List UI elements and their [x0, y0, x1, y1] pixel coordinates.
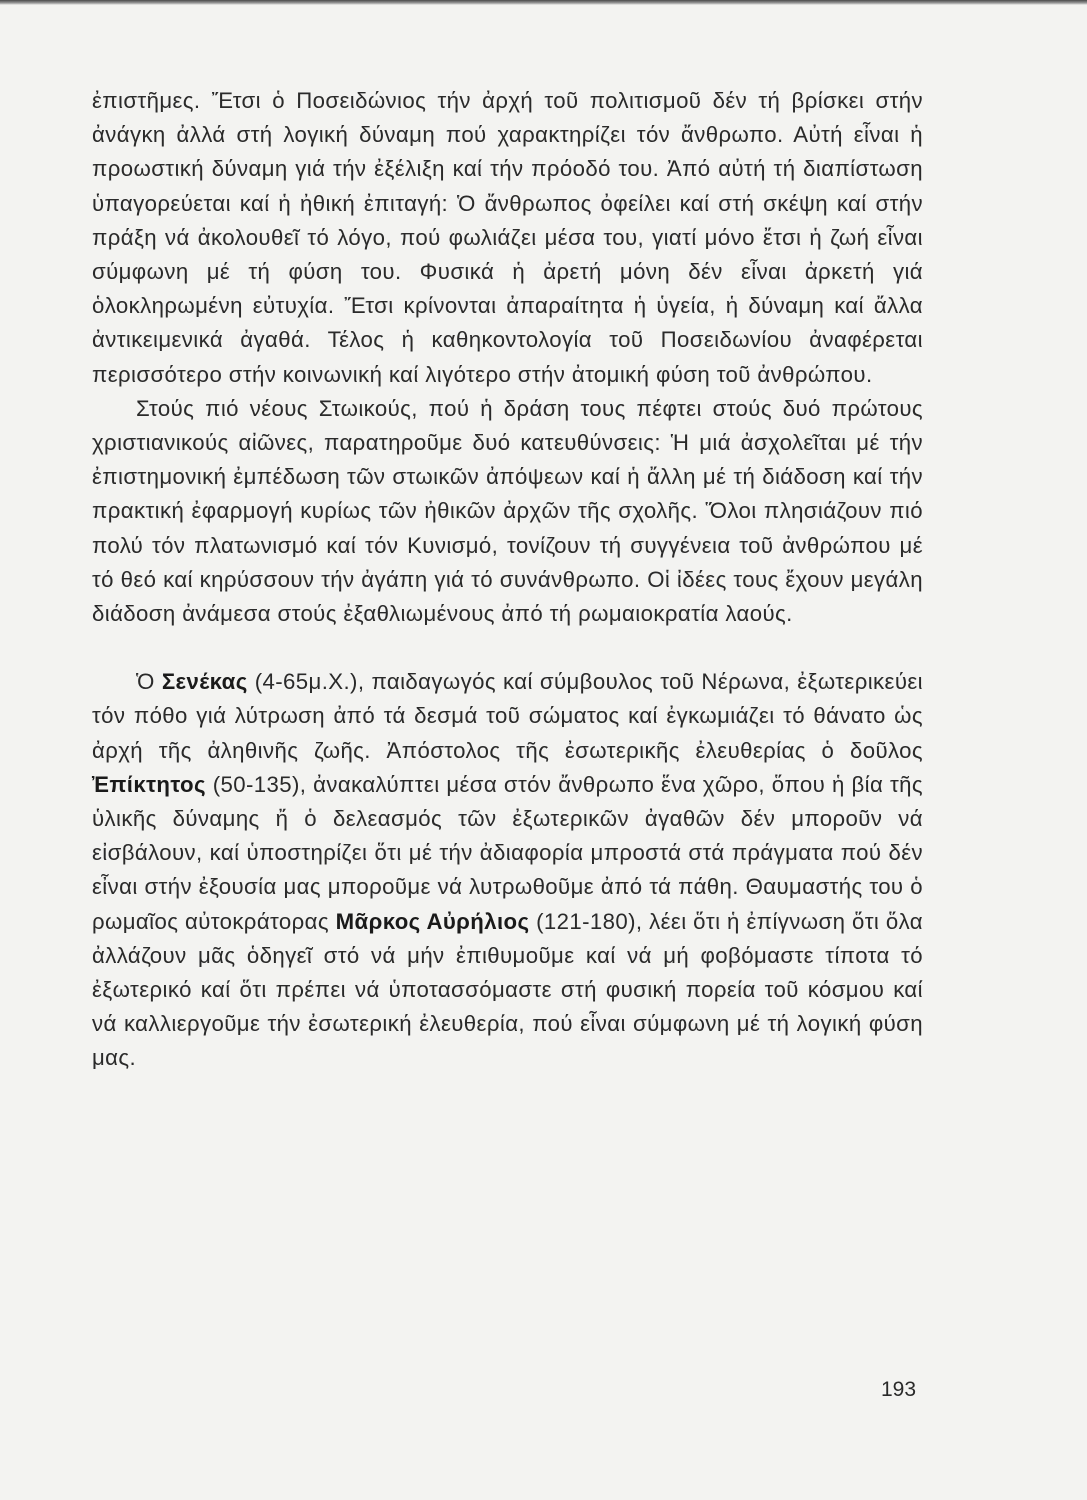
scan-edge	[0, 0, 1087, 5]
text-run: Ὁ	[136, 669, 162, 695]
page-number: 193	[881, 1378, 917, 1401]
paragraph-seneca-epictetus-marcus	[92, 665, 923, 1075]
paragraph-poseidonius: ἐπιστῆμες. Ἔτσι ὁ Ποσειδώνιος τήν ἀρχή τοῦ πολιτισμοῦ δέν τή βρίσκει στήν ἀνάγκη ἀλλά στή λογική δύναμη πού χαρακτηρίζει τόν ἄνθρωπο. Αὐτή εἶναι ἡ προωστική δύναμη γιά τήν ἐξέλιξη καί τήν πρόοδό του. Ἀπό αὐτή τή διαπίστωση ὑπαγορεύεται καί ἡ ἠθική ἐπιταγή: Ὁ ἄνθρωπος ὀφείλει καί στή σκέψη καί στήν πράξη νά ἀκολουθεῖ τό λόγο, πού φωλιάζει μέσα του, γιατί μόνο ἔτσι ἡ ζωή εἶναι σύμφωνη μέ τή φύση του. Φυσικά ἡ ἀρετή μόνη δέν εἶναι ἀρκετή γιά ὁλοκληρωμένη εὐτυχία. Ἔτσι κρίνονται ἀπαραίτητα ἡ ὑγεία, ἡ δύναμη καί ἄλλα ἀντικειμενικά ἀγαθά. Τέλος ἡ καθηκοντολογία τοῦ Ποσειδωνίου ἀναφέρεται περισσότερο στήν κοινωνική καί λιγότερο στήν ἀτομική φύση τοῦ ἀνθρώπου.	[92, 88, 923, 387]
name-epictetus: Ἐπίκτητος	[92, 771, 206, 797]
page-body	[92, 84, 923, 1076]
text-run: (50-135), ἀνακαλύπτει μέσα στόν ἄνθρωπο ἕνα χῶρο, ὅπου ἡ βία τῆς ὑλικῆς δύναμης ἤ ὁ δελεασμός τῶν ἐξωτερικῶν ἀγαθῶν δέν μποροῦν νά εἰσβάλουν, καί ὑποστηρίζει ὅτι μέ τήν ἀδιαφορία μπροστά στά πράγματα πού δέν εἶναι στήν ἐξουσία μας μποροῦμε νά λυτρωθοῦμε ἀπό τά πάθη. Θαυμαστής του ὁ ρωμαῖος αὐτοκράτορας	[92, 771, 923, 934]
paragraph-later-stoics: Στούς πιό νέους Στωικούς, πού ἡ δράση τους πέφτει στούς δυό πρώτους χριστιανικούς αἰῶνες, παρατηροῦμε δυό κατευθύνσεις: Ἡ μιά ἀσχολεῖται μέ τήν ἐπιστημονική ἐμπέδωση τῶν στωικῶν ἀπόψεων καί ἡ ἄλλη μέ τή διάδοση καί τήν πρακτική ἐφαρμογή κυρίως τῶν ἠθικῶν ἀρχῶν τῆς σχολῆς. Ὅλοι πλησιάζουν πιό πολύ τόν πλατωνισμό καί τόν Κυνισμό, τονίζουν τή συγγένεια τοῦ ἀνθρώπου μέ τό θεό καί κηρύσσουν τήν ἀγάπη γιά τό συνάνθρωπο. Οἱ ἰδέες τους ἔχουν μεγάλη διάδοση ἀνάμεσα στούς ἐξαθλιωμένους ἀπό τή ρωμαιοκρατία λαούς.	[92, 395, 923, 627]
name-marcus-aurelius: Μᾶρκος Αὐρήλιος	[335, 908, 530, 934]
text-run: (121-180), λέει ὅτι ἡ ἐπίγνωση ὅτι ὅλα ἀλλάζουν μᾶς ὁδηγεῖ στό νά μήν ἐπιθυμοῦμε καί νά μή φοβόμαστε τίποτα τό ἐξωτερικό καί ὅτι πρέπει νά ὑποτασσόμαστε στή φυσική πορεία τοῦ κόσμου καί νά καλλιεργοῦμε τήν ἐσωτερική ἐλευθερία, πού εἶναι σύμφωνη μέ τή λογική φύση μας.	[92, 908, 923, 1071]
text-run: (4-65μ.Χ.), παιδαγωγός καί σύμβουλος τοῦ Νέρωνα, ἐξωτερικεύει τόν πόθο γιά λύτρωση ἀπό τά δεσμά τοῦ σώματος καί ἐγκωμιάζει τό θάνατο ὡς ἀρχή τῆς ἀληθινῆς ζωῆς. Ἀπόστολος τῆς ἐσωτερικῆς ἐλευθερίας ὁ δοῦλος	[92, 669, 923, 763]
name-seneca: Σενέκας	[161, 669, 248, 695]
